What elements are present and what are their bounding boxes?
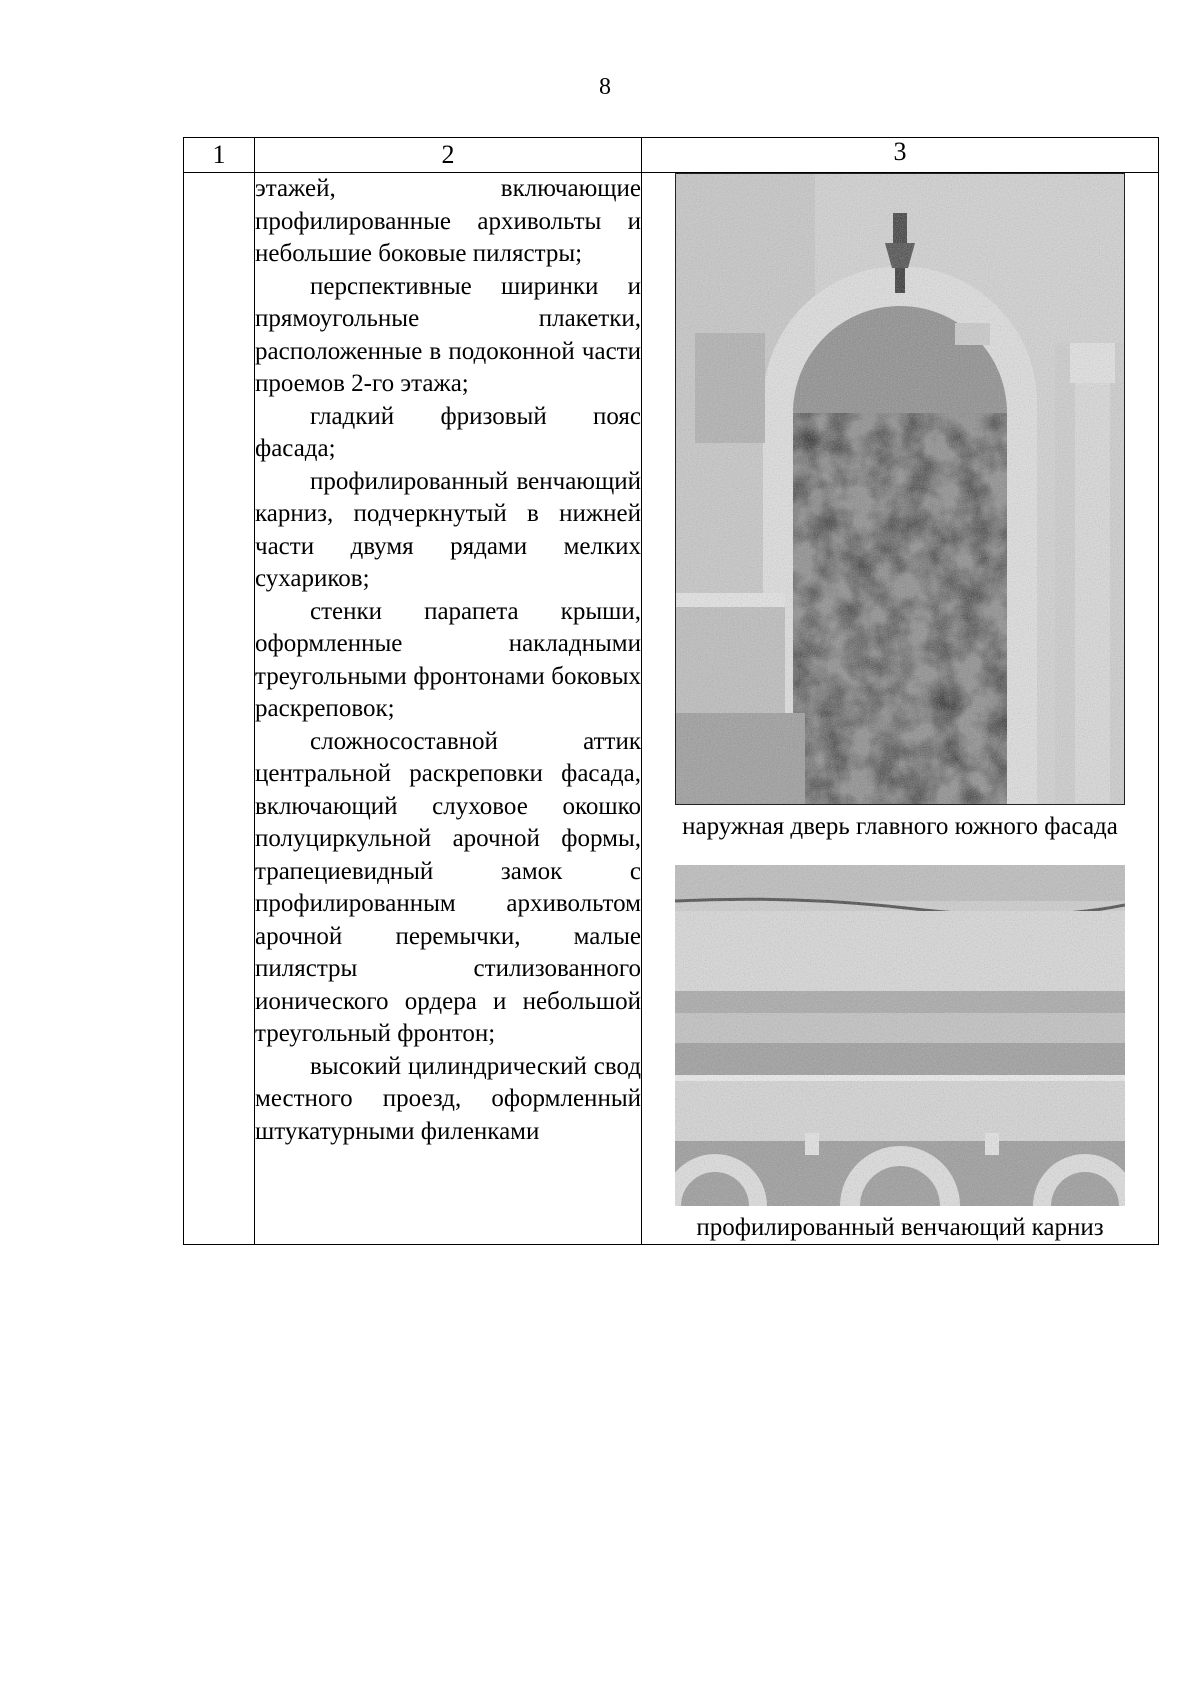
table-header-row [184, 138, 1159, 173]
description-cell [255, 173, 642, 1245]
description-paragraph: перспективные ширинки и прямоугольные плакетки, расположенные в подоконной части проемов 2-го этажа; [255, 272, 641, 397]
photo-caption: профилированный венчающий карниз [696, 1214, 1104, 1241]
header-cell-1: 1 [184, 138, 255, 173]
description-paragraph: профилированный венчающий карниз, подчеркнутый в нижней части двумя рядами мелких сухариков; [255, 467, 641, 592]
header-cell-3: 3 [642, 138, 1159, 173]
arched-door-photo [675, 173, 1125, 805]
description-paragraph: этажей, включающие профилированные архивольты и небольшие боковые пилястры; [255, 175, 641, 267]
row-number-cell [184, 173, 255, 1245]
photo-caption: наружная дверь главного южного фасада [682, 813, 1118, 840]
description-paragraph: гладкий фризовый пояс фасада; [255, 402, 641, 462]
document-table [183, 137, 1159, 1245]
header-cell-2: 2 [255, 138, 642, 173]
description-paragraph: сложносоставной аттик центральной раскреповки фасада, включающий слуховое окошко полуциркульной арочной формы, трапециевидный замок с профилированным архивольтом арочной перемычки, малые пилястры стилизованного ионического ордера и небольшой треугольный фронтон; [255, 727, 641, 1047]
cornice-photo [675, 865, 1125, 1206]
table-row [184, 173, 1159, 1245]
description-paragraph: высокий цилиндрический свод местного проезд, оформленный штукатурными филенками [255, 1052, 641, 1145]
page-number: 8 [599, 74, 611, 100]
description-paragraph: стенки парапета крыши, оформленные накладными треугольными фронтонами боковых раскреповок; [255, 597, 641, 722]
photo-cell [642, 173, 1159, 1245]
